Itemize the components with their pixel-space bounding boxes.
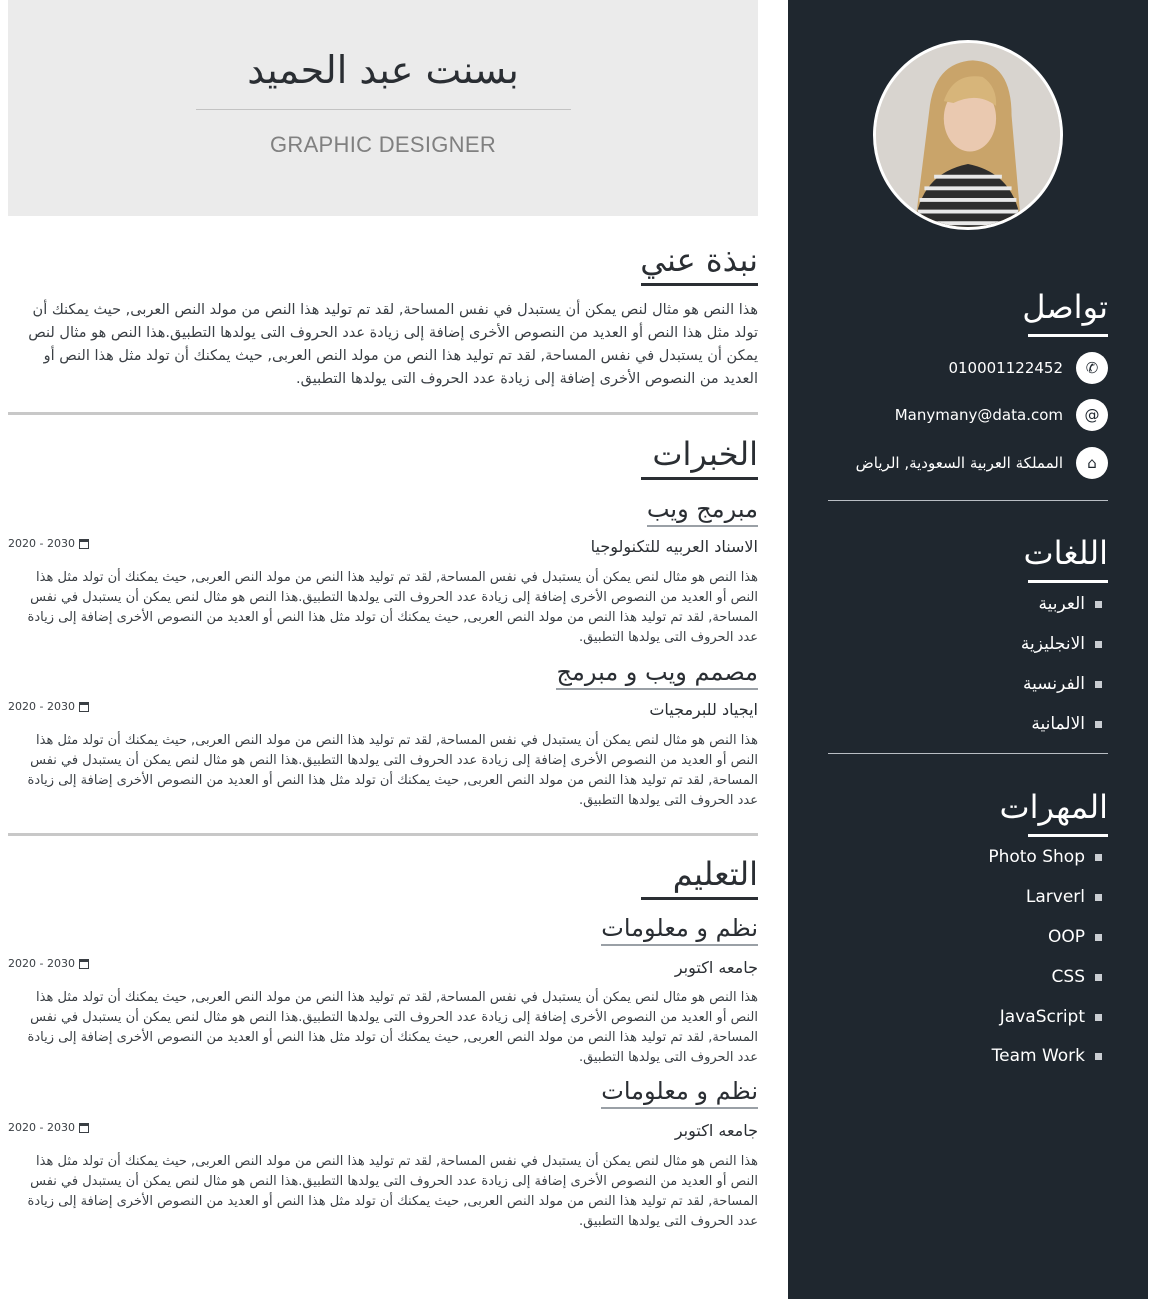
skill-label: Photo Shop	[988, 847, 1085, 867]
language-label: الانجليزية	[1020, 634, 1085, 654]
header-divider	[196, 109, 571, 110]
languages-section-title: اللغات	[1023, 534, 1108, 572]
home-icon: ⌂	[1076, 447, 1108, 479]
experience-company: ايجياد للبرمجيات	[649, 700, 758, 719]
education-date	[8, 957, 89, 970]
skill-item	[1026, 887, 1102, 907]
phone-number: 010001122452	[948, 359, 1063, 377]
education-date	[8, 1121, 89, 1134]
language-item	[1039, 594, 1102, 614]
experience-title-underline	[641, 477, 758, 480]
education-description: هذا النص هو مثال لنص يمكن أن يستبدل في نفس المساحة, لقد تم توليد هذا النص من مولد النص العربى, حيث يمكنك أن تولد مثل هذا النص أو العديد من النصوص الأخرى إضافة إلى زيادة عدد الحروف التى يولدها التطبيق.هذا النص هو مثال لنص يمكن أن يستبدل في نفس المساحة, لقد تم توليد هذا النص من مولد النص العربى, حيث يمكنك أن تولد مثل هذا النص أو العديد من النصوص الأخرى إضافة إلى زيادة عدد الحروف التى يولدها التطبيق.	[27, 1154, 758, 1229]
job-title: GRAPHIC DESIGNER	[269, 132, 497, 157]
skill-label: CSS	[1051, 967, 1085, 987]
calendar-icon	[79, 959, 89, 969]
experience-description: هذا النص هو مثال لنص يمكن أن يستبدل في نفس المساحة, لقد تم توليد هذا النص من مولد النص العربى, حيث يمكنك أن تولد مثل هذا النص أو العديد من النصوص الأخرى إضافة إلى زيادة عدد الحروف التى يولدها التطبيق.هذا النص هو مثال لنص يمكن أن يستبدل في نفس المساحة, لقد تم توليد هذا النص من مولد النص العربى, حيث يمكنك أن تولد مثل هذا النص أو العديد من النصوص الأخرى إضافة إلى زيادة عدد الحروف التى يولدها التطبيق.	[27, 570, 758, 645]
sidebar-divider	[828, 500, 1108, 501]
experience-section-title: الخبرات	[652, 435, 758, 473]
skill-item	[1052, 967, 1102, 987]
experience-date-text: 2020 - 2030	[8, 537, 75, 550]
bullet-icon	[1095, 894, 1102, 901]
education-degree: نظم و معلومات	[601, 916, 758, 946]
bullet-icon	[1095, 934, 1102, 941]
profile-photo	[873, 40, 1063, 230]
experience-date	[8, 700, 89, 713]
language-label: الفرنسية	[1022, 674, 1085, 694]
bullet-icon	[1095, 1014, 1102, 1021]
about-title-underline	[641, 283, 758, 286]
profile-header	[8, 0, 758, 216]
experience-role: مبرمج ويب	[647, 497, 758, 527]
bullet-icon	[1095, 641, 1102, 648]
education-section-title: التعليم	[672, 855, 758, 893]
language-label: الالمانية	[1031, 714, 1085, 734]
bullet-icon	[1095, 1053, 1102, 1060]
calendar-icon	[79, 702, 89, 712]
skill-item	[1000, 1007, 1102, 1027]
education-title-underline	[641, 897, 758, 900]
education-date-text: 2020 - 2030	[8, 1121, 75, 1134]
experience-date-text: 2020 - 2030	[8, 700, 75, 713]
email-address: Manymany@data.com	[894, 406, 1063, 424]
experience-company: الاسناد العربيه للتكنولوجيا	[590, 537, 758, 556]
calendar-icon	[79, 1123, 89, 1133]
experience-role: مصمم ويب و مبرمج	[556, 660, 758, 690]
contact-address	[856, 447, 1108, 479]
education-school: جامعه اكتوبر	[674, 958, 758, 977]
contact-email[interactable]	[895, 399, 1108, 431]
bullet-icon	[1095, 601, 1102, 608]
language-item	[1023, 674, 1102, 694]
languages-title-underline	[1028, 580, 1108, 583]
language-item	[1021, 634, 1102, 654]
experience-date	[8, 537, 89, 550]
contact-title-underline	[1028, 334, 1108, 337]
experience-description: هذا النص هو مثال لنص يمكن أن يستبدل في نفس المساحة, لقد تم توليد هذا النص من مولد النص العربى, حيث يمكنك أن تولد مثل هذا النص أو العديد من النصوص الأخرى إضافة إلى زيادة عدد الحروف التى يولدها التطبيق.هذا النص هو مثال لنص يمكن أن يستبدل في نفس المساحة, لقد تم توليد هذا النص من مولد النص العربى, حيث يمكنك أن تولد مثل هذا النص أو العديد من النصوص الأخرى إضافة إلى زيادة عدد الحروف التى يولدها التطبيق.	[27, 733, 758, 808]
skill-label: JavaScript	[999, 1007, 1085, 1027]
education-degree: نظم و معلومات	[601, 1079, 758, 1109]
skills-title-underline	[1028, 834, 1108, 837]
calendar-icon	[79, 539, 89, 549]
skill-label: OOP	[1047, 927, 1085, 947]
address-text: المملكة العربية السعودية, الرياض	[855, 454, 1063, 472]
about-section-title: نبذة عني	[640, 241, 758, 279]
language-label: العربية	[1038, 594, 1085, 614]
skill-label: Larverl	[1025, 887, 1085, 907]
about-text: هذا النص هو مثال لنص يمكن أن يستبدل في نفس المساحة, لقد تم توليد هذا النص من مولد النص العربى, حيث يمكنك أن تولد مثل هذا النص أو العديد من النصوص الأخرى إضافة إلى زيادة عدد الحروف التى يولدها التطبيق.هذا النص هو مثال لنص يمكن أن يستبدل في نفس المساحة, لقد تم توليد هذا النص من مولد النص العربى, حيث يمكنك أن تولد مثل هذا النص أو العديد من النصوص الأخرى إضافة إلى زيادة عدد الحروف التى يولدها التطبيق.	[28, 302, 758, 387]
bullet-icon	[1095, 681, 1102, 688]
person-name: بسنت عبد الحميد	[247, 48, 519, 92]
sidebar	[788, 0, 1148, 1299]
skill-label: Team Work	[991, 1046, 1085, 1066]
bullet-icon	[1095, 721, 1102, 728]
skills-section-title: المهرات	[999, 788, 1108, 826]
skill-item	[988, 847, 1102, 867]
section-divider	[8, 833, 758, 836]
bullet-icon	[1095, 854, 1102, 861]
education-description: هذا النص هو مثال لنص يمكن أن يستبدل في نفس المساحة, لقد تم توليد هذا النص من مولد النص العربى, حيث يمكنك أن تولد مثل هذا النص أو العديد من النصوص الأخرى إضافة إلى زيادة عدد الحروف التى يولدها التطبيق.هذا النص هو مثال لنص يمكن أن يستبدل في نفس المساحة, لقد تم توليد هذا النص من مولد النص العربى, حيث يمكنك أن تولد مثل هذا النص أو العديد من النصوص الأخرى إضافة إلى زيادة عدد الحروف التى يولدها التطبيق.	[27, 990, 758, 1065]
bullet-icon	[1095, 974, 1102, 981]
education-school: جامعه اكتوبر	[674, 1121, 758, 1140]
education-date-text: 2020 - 2030	[8, 957, 75, 970]
sidebar-divider	[828, 753, 1108, 754]
profile-photo-illustration	[876, 43, 1060, 227]
phone-icon: ✆	[1076, 352, 1108, 384]
section-divider	[8, 412, 758, 415]
language-item	[1031, 714, 1102, 734]
skill-item	[992, 1046, 1102, 1066]
contact-section-title: تواصل	[1022, 288, 1108, 326]
at-sign-icon: @	[1076, 399, 1108, 431]
contact-phone[interactable]	[948, 352, 1108, 384]
skill-item	[1048, 927, 1102, 947]
